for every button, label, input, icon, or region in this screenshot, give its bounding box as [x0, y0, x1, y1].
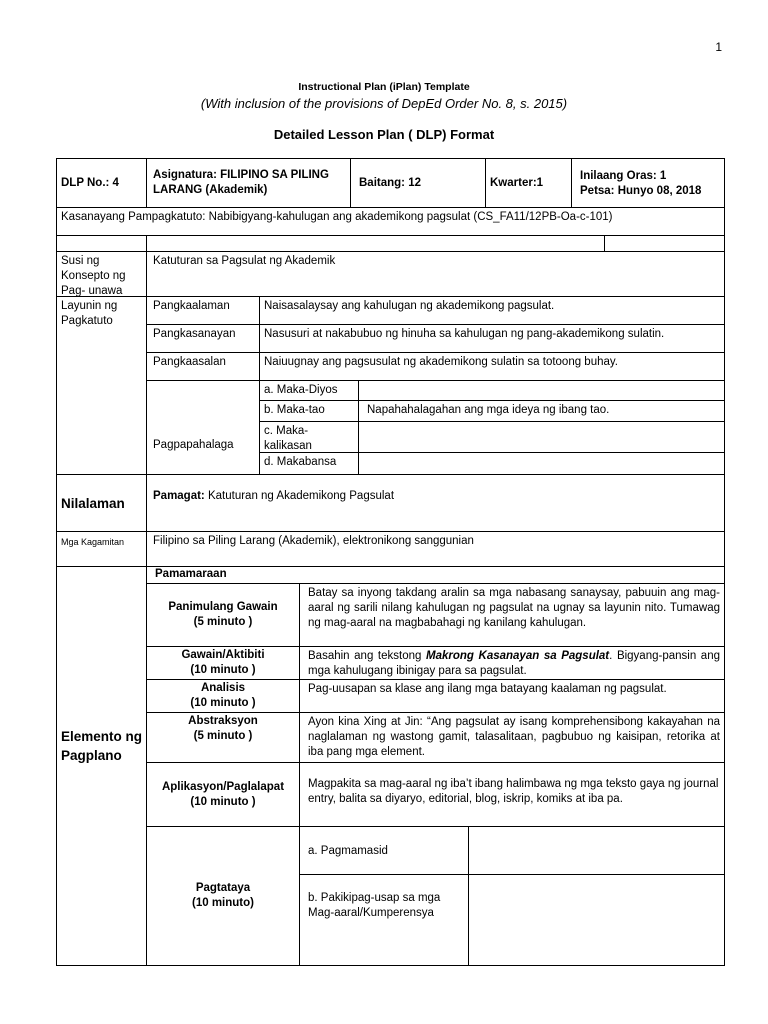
panimulang-gawain-title: Panimulang Gawain — [168, 601, 278, 613]
pangkaalaman-text-cell — [259, 296, 725, 325]
pakikipag-usap-empty-cell — [468, 874, 725, 966]
kasanayan: Kasanayang Pampagkatuto: Nabibigyang-kahulugan ang akademikong pagsulat (CS_FA11/12PB-Oa-c-101) — [61, 211, 613, 223]
pamagat-value: Katuturan ng Akademikong Pagsulat — [204, 490, 395, 502]
pangkasanayan-cell — [146, 324, 260, 353]
makabansa-text-cell — [358, 452, 725, 475]
aplikasyon-title: Aplikasyon/Paglalapat — [161, 780, 285, 793]
abstraksyon-cell — [146, 712, 300, 763]
analisis-cell — [146, 679, 300, 713]
inilaang-oras: Inilaang Oras: 1 — [580, 170, 667, 182]
oras-petsa-cell — [571, 158, 725, 208]
aplikasyon-text: Magpakita sa mag-aaral ng iba’t ibang halimbawa ng mga teksto gaya ng journal entry, balita sa diyaryo, editorial, blog, iskrip, komiks at iba pa. — [308, 778, 719, 805]
maka-diyos-label: a. Maka-Diyos — [264, 384, 338, 396]
pamamaraan-cell — [146, 566, 725, 584]
pangkaasalan-text: Naiuugnay ang pagsusulat ng akademikong sulatin sa totoong buhay. — [264, 356, 618, 368]
document-title: Instructional Plan (iPlan) Template — [298, 81, 470, 93]
pangkaalaman-text: Naisasalaysay ang kahulugan ng akademikong pagsulat. — [264, 300, 555, 312]
document-subtitle: (With inclusion of the provisions of DepEd Order No. 8, s. 2015) — [200, 96, 568, 111]
kagamitan-label: Mga Kagamitan — [61, 537, 125, 547]
abstraksyon-title: Abstraksyon — [188, 715, 258, 727]
gawain-aktibiti-cell — [146, 646, 300, 680]
dlp-number: DLP No.: 4 — [61, 176, 119, 189]
layunin-label: Layunin ng Pagkatuto — [61, 300, 118, 327]
analisis-title: Analisis — [200, 682, 246, 694]
pagmamasid-cell — [299, 826, 469, 875]
kagamitan-value-cell — [146, 531, 725, 567]
kagamitan-value: Filipino sa Piling Larang (Akademik), elektronikong sanggunian — [153, 535, 474, 547]
analisis-time: (10 minuto ) — [190, 697, 256, 709]
maka-tao-text-cell — [358, 400, 725, 422]
maka-diyos-cell — [259, 380, 359, 401]
pakikipag-usap-cell — [299, 874, 469, 966]
panimulang-gawain-time: (5 minuto ) — [193, 616, 253, 628]
analisis-text: Pag-uusapan sa klase ang ilang mga batayang kaalaman ng pagsulat. — [308, 683, 667, 695]
kagamitan-label-cell — [56, 531, 147, 567]
baitang-cell — [350, 158, 486, 208]
gawain-aktibiti-title: Gawain/Aktibiti — [181, 649, 265, 661]
abstraksyon-text-cell — [299, 712, 725, 763]
pamagat-cell — [146, 474, 725, 532]
pangkasanayan-text-cell — [259, 324, 725, 353]
gawain-aktibiti-time: (10 minuto ) — [190, 664, 256, 676]
gawain-aktibiti-text-title: Makrong Kasanayan sa Pagsulat — [426, 650, 610, 662]
panimulang-gawain-cell — [146, 583, 300, 647]
gawain-aktibiti-text-b: . Bigyang-pansin ang mga kahulugang ibinigay para sa pagsulat. — [308, 650, 720, 677]
susi-value-cell — [146, 251, 725, 297]
pagmamasid-label: a. Pagmamasid — [308, 845, 388, 857]
format-title: Detailed Lesson Plan ( DLP) Format — [273, 127, 495, 142]
pamagat-label: Pamagat: — [153, 490, 205, 502]
pangkasanayan-label: Pangkasanayan — [153, 328, 236, 340]
nilalaman-label: Nilalaman — [61, 495, 125, 511]
makabansa-label: d. Makabansa — [264, 456, 337, 468]
nilalaman-label-cell — [56, 474, 147, 532]
makabansa-cell — [259, 452, 359, 475]
gawain-aktibiti-text-cell — [299, 646, 725, 680]
page-number: 1 — [715, 40, 722, 54]
panimulang-gawain-text-cell — [299, 583, 725, 647]
pamamaraan-label: Pamamaraan — [155, 568, 227, 580]
dlp-number-cell — [56, 158, 147, 208]
maka-tao-text: Napahahalagahan ang mga ideya ng ibang tao. — [367, 404, 610, 416]
pangkaasalan-cell — [146, 352, 260, 381]
pangkasanayan-text: Nasusuri at nakabubuo ng hinuha sa kahulugan ng pang-akademikong sulatin. — [264, 328, 665, 340]
susi-value: Katuturan sa Pagsulat ng Akademik — [153, 255, 336, 267]
elemento-label: Elemento ng Pagplano — [61, 729, 143, 763]
panimulang-gawain-text: Batay sa inyong takdang aralin sa mga nabasang sanaysay, pabuuin ang mag-aaral ng sarili nilang kahulugan ng pagsulat na ugnay sa layunin nito. Tumawag ng mag-aaral na magbabahagi ng kanilang kahulugan. — [308, 587, 720, 629]
empty-cell — [604, 235, 725, 252]
abstraksyon-text: Ayon kina Xing at Jin: “Ang pagsulat ay isang komprehensibong kakayahan na naglalaman ng wastong gamit, talasalitaan, pagbubuo ng kaisipan, retorika at iba pang mga element. — [308, 716, 720, 758]
pagmamasid-empty-cell — [468, 826, 725, 875]
pangkaalaman-label: Pangkaalaman — [153, 300, 230, 312]
pangkaasalan-text-cell — [259, 352, 725, 381]
maka-tao-label: b. Maka-tao — [264, 404, 325, 416]
pagpapahalaga-cell — [146, 380, 260, 475]
empty-cell — [56, 235, 147, 252]
gawain-aktibiti-text-a: Basahin ang tekstong — [308, 650, 426, 662]
maka-tao-cell — [259, 400, 359, 422]
pakikipag-usap-label: b. Pakikipag-usap sa mga Mag-aaral/Kumperensya — [308, 892, 441, 919]
aplikasyon-text-cell — [299, 762, 725, 827]
kasanayan-cell — [56, 207, 725, 236]
baitang: Baitang: 12 — [359, 176, 421, 189]
petsa: Petsa: Hunyo 08, 2018 — [580, 185, 702, 197]
maka-kalikasan-text-cell — [358, 421, 725, 453]
pangkaasalan-label: Pangkaasalan — [153, 356, 226, 368]
abstraksyon-time: (5 minuto ) — [193, 730, 253, 742]
asignatura-cell — [146, 158, 351, 208]
analisis-text-cell — [299, 679, 725, 713]
maka-diyos-text-cell — [358, 380, 725, 401]
aplikasyon-time: (10 minuto ) — [190, 795, 256, 808]
pangkaalaman-cell — [146, 296, 260, 325]
maka-kalikasan-label: c. Maka-kalikasan — [264, 425, 312, 452]
elemento-label-cell — [56, 566, 147, 966]
kwarter: Kwarter:1 — [490, 176, 544, 189]
pagtataya-cell — [146, 826, 300, 966]
kwarter-cell — [485, 158, 572, 208]
asignatura: Asignatura: FILIPINO SA PILING LARANG (Akademik) — [153, 169, 329, 196]
susi-label: Susi ng Konsepto ng Pag- unawa — [61, 255, 126, 297]
empty-cell — [146, 235, 605, 252]
pagpapahalaga-label: Pagpapahalaga — [153, 439, 234, 451]
layunin-label-cell — [56, 296, 147, 475]
aplikasyon-cell — [146, 762, 300, 827]
maka-kalikasan-cell — [259, 421, 359, 453]
pagtataya-title: Pagtataya — [195, 882, 251, 894]
pagtataya-time: (10 minuto) — [192, 897, 254, 909]
susi-label-cell — [56, 251, 147, 297]
